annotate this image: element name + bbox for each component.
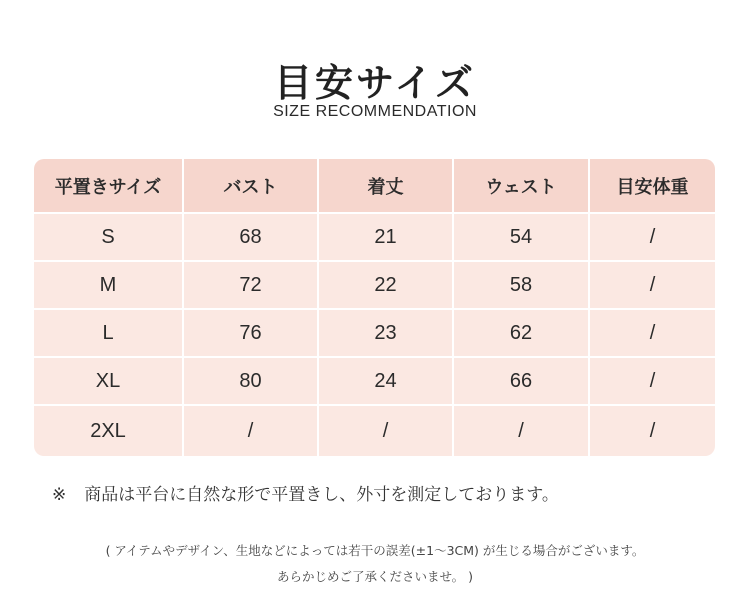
table-cell: / <box>454 406 590 456</box>
table-cell: / <box>319 406 454 456</box>
table-cell: / <box>184 406 319 456</box>
table-cell: 80 <box>184 358 319 406</box>
table-cell: / <box>590 214 715 262</box>
header-size: 平置きサイズ <box>34 159 184 214</box>
table-cell: 54 <box>454 214 590 262</box>
table-cell: 21 <box>319 214 454 262</box>
table-cell: 24 <box>319 358 454 406</box>
table-cell: / <box>590 406 715 456</box>
note-text: 商品は平台に自然な形で平置きし、外寸を測定しております。 <box>84 485 559 505</box>
table-cell: 23 <box>319 310 454 358</box>
table-cell: L <box>34 310 184 358</box>
table-cell: S <box>34 214 184 262</box>
table-cell: XL <box>34 358 184 406</box>
table-cell: 62 <box>454 310 590 358</box>
table-cell: / <box>590 310 715 358</box>
table-cell: 58 <box>454 262 590 310</box>
disclaimer-line-2: あらかじめご了承くださいませ。 ) <box>277 569 473 584</box>
table-cell: 66 <box>454 358 590 406</box>
page-title: 目安サイズ <box>274 61 476 105</box>
disclaimer-line-1: ( アイテムやデザイン、生地などによっては若干の誤差(±1～3CM) が生じる場合がございます。 <box>105 543 645 558</box>
page-subtitle: SIZE RECOMMENDATION <box>273 103 477 120</box>
header-bust: バスト <box>184 159 319 214</box>
header-waist: ウェスト <box>454 159 590 214</box>
header-length: 着丈 <box>319 159 454 214</box>
table-cell: / <box>590 262 715 310</box>
table-cell: 72 <box>184 262 319 310</box>
measurement-note <box>52 480 559 505</box>
note-mark: ※ <box>52 485 67 505</box>
table-cell: 68 <box>184 214 319 262</box>
size-table <box>34 159 715 456</box>
header-weight: 目安体重 <box>590 159 715 214</box>
table-cell: 22 <box>319 262 454 310</box>
table-cell: 76 <box>184 310 319 358</box>
table-cell: / <box>590 358 715 406</box>
table-cell: 2XL <box>34 406 184 456</box>
table-cell: M <box>34 262 184 310</box>
